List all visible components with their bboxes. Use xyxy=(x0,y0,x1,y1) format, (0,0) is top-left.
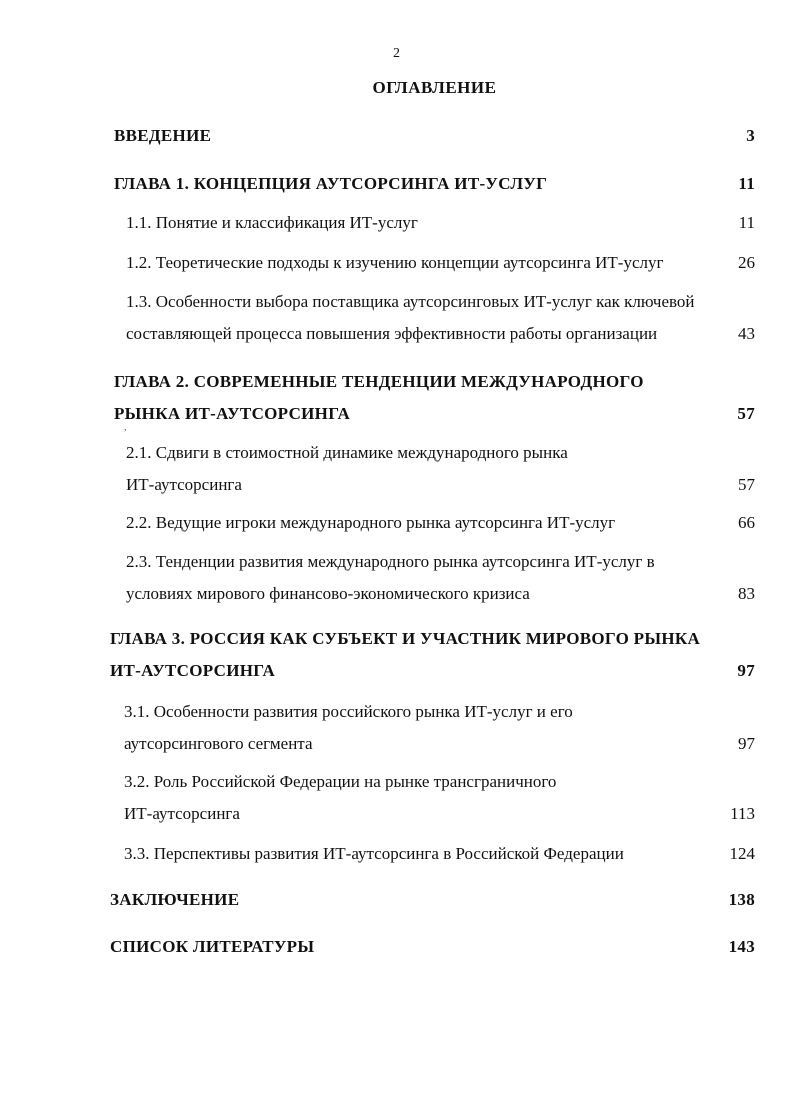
page-number: 2 xyxy=(393,46,400,61)
toc-chapter-title-line2: РЫНКА ИТ-АУТСОРСИНГА xyxy=(114,404,351,423)
toc-section-text-line2: ИТ-аутсорсинга xyxy=(124,804,240,823)
toc-title: ОГЛАВЛЕНИЕ xyxy=(372,78,497,97)
toc-section-text-line1: 2.1. Сдвиги в стоимостной динамике международного рынка xyxy=(126,443,568,462)
toc-page-number: 113 xyxy=(730,804,755,823)
toc-chapter-title-line2: ИТ-АУТСОРСИНГА xyxy=(110,661,276,680)
toc-page-number: 57 xyxy=(738,475,755,494)
toc-page-number: 11 xyxy=(738,213,755,232)
toc-section-text-line2: составляющей процесса повышения эффективности работы организации xyxy=(126,324,658,343)
toc-section-text-line1: 1.3. Особенности выбора поставщика аутсорсинговых ИТ-услуг как ключевой xyxy=(126,292,695,311)
toc-chapter-title: ГЛАВА 1. КОНЦЕПЦИЯ АУТСОРСИНГА ИТ-УСЛУГ xyxy=(114,174,548,193)
toc-page-number: 83 xyxy=(738,584,755,603)
toc-page-number: 143 xyxy=(728,937,755,956)
toc-section-text-line1: 3.1. Особенности развития российского рынка ИТ-услуг и его xyxy=(124,702,573,721)
toc-entry-label: ЗАКЛЮЧЕНИЕ xyxy=(110,890,240,909)
toc-page-number: 43 xyxy=(738,324,755,343)
toc-section-text: 2.2. Ведущие игроки международного рынка аутсорсинга ИТ-услуг xyxy=(126,513,616,532)
toc-page-number: 26 xyxy=(738,253,755,272)
toc-page-number: 66 xyxy=(738,513,755,532)
toc-section-text: 3.3. Перспективы развития ИТ-аутсорсинга в Российской Федерации xyxy=(124,844,624,863)
toc-entry-label: СПИСОК ЛИТЕРАТУРЫ xyxy=(110,937,315,956)
toc-section-text-line1: 2.3. Тенденции развития международного рынка аутсорсинга ИТ-услуг в xyxy=(126,552,655,571)
toc-page-number: 97 xyxy=(738,734,755,753)
toc-chapter-title-line1: ГЛАВА 2. СОВРЕМЕННЫЕ ТЕНДЕНЦИИ МЕЖДУНАРОДНОГО xyxy=(114,372,644,391)
toc-section-text: 1.2. Теоретические подходы к изучению концепции аутсорсинга ИТ-услуг xyxy=(126,253,664,272)
toc-page-number: 97 xyxy=(737,661,755,680)
toc-page-number: 11 xyxy=(738,174,755,193)
toc-section-text-line2: аутсорсингового сегмента xyxy=(124,734,313,753)
toc-chapter-title-line1: ГЛАВА 3. РОССИЯ КАК СУБЪЕКТ И УЧАСТНИК МИРОВОГО РЫНКА xyxy=(110,629,701,648)
toc-page-number: 57 xyxy=(737,404,755,423)
toc-page-number: 3 xyxy=(746,126,755,145)
toc-section-text-line2: ИТ-аутсорсинга xyxy=(126,475,242,494)
toc-section-text-line2: условиях мирового финансово-экономического кризиса xyxy=(126,584,530,603)
toc-page-number: 138 xyxy=(728,890,755,909)
toc-entry-label: ВВЕДЕНИЕ xyxy=(114,126,212,145)
toc-section-text-line1: 3.2. Роль Российской Федерации на рынке трансграничного xyxy=(124,772,557,791)
scan-artifact-mark: , xyxy=(124,422,127,433)
toc-section-text: 1.1. Понятие и классификация ИТ-услуг xyxy=(126,213,418,232)
toc-page-number: 124 xyxy=(729,844,755,863)
